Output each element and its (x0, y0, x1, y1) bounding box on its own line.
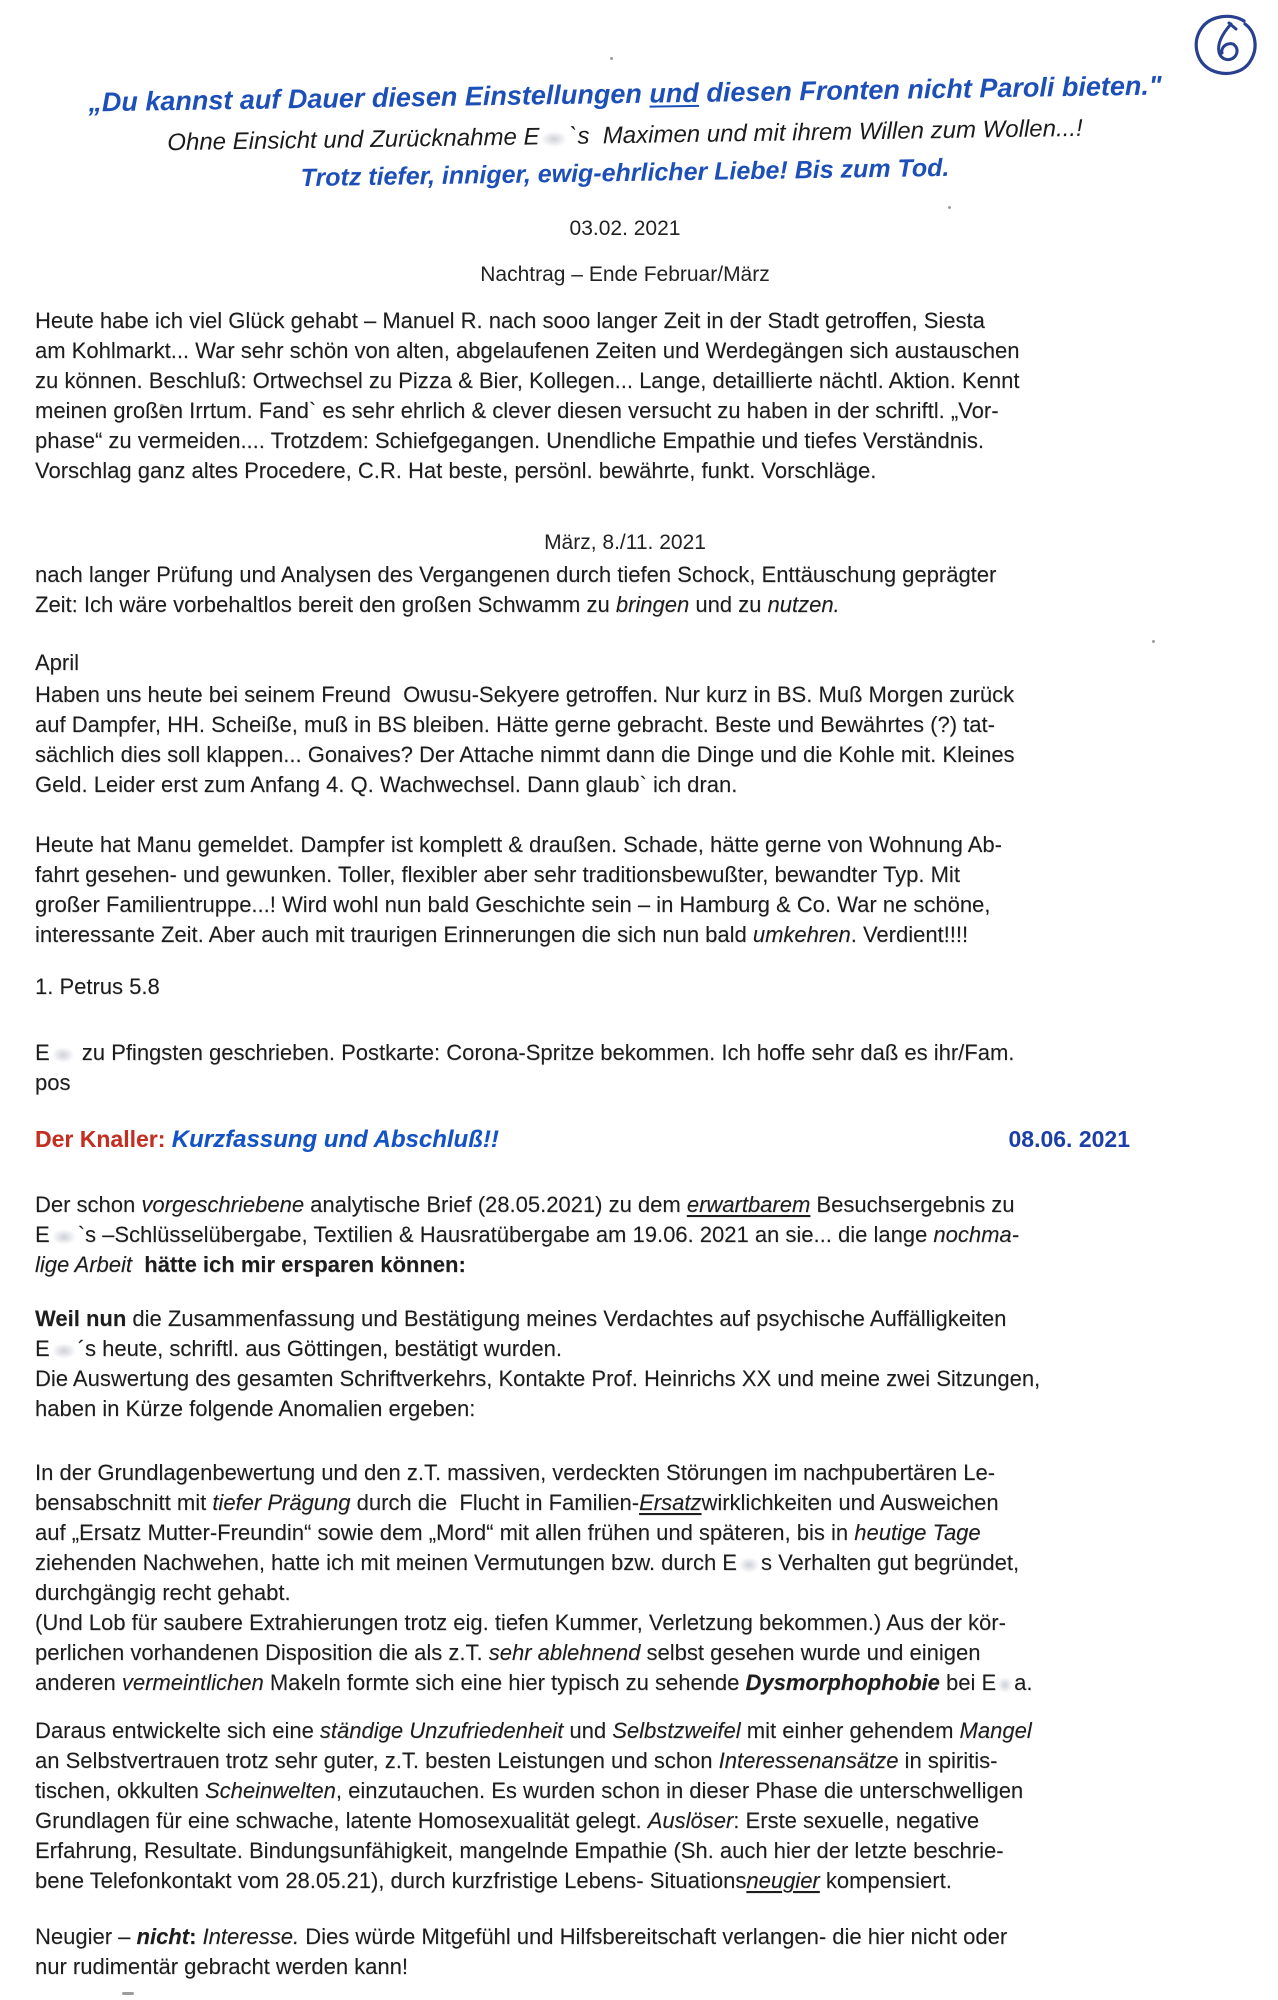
text-line (35, 648, 1215, 678)
text-segment: nicht (136, 1924, 190, 1949)
text-line (35, 972, 1215, 1002)
text-line (35, 1190, 1215, 1220)
text-line (35, 860, 1215, 890)
text-segment: E (35, 1336, 50, 1361)
text-line (35, 1836, 1215, 1866)
text-segment: bensabschnitt mit (35, 1490, 213, 1515)
text-line (35, 710, 1215, 740)
text-segment: , einzutauchen. Es wurden schon in dieser Phase die unterschwelligen (335, 1778, 1024, 1803)
text-segment: ständige Unzufriedenheit (319, 1718, 564, 1743)
text-segment: durchgängig recht gehabt. (35, 1580, 291, 1605)
scan-speckle (610, 57, 613, 60)
text-line (35, 1866, 1215, 1896)
text-line (35, 1668, 1215, 1698)
text-segment: ´s heute, schriftl. aus Göttingen, bestätigt wurden. (77, 1336, 562, 1361)
text-line (35, 920, 1215, 950)
text-segment: kompensiert. (819, 1868, 952, 1893)
text-segment: fahrt gesehen- und gewunken. Toller, flexibler aber sehr traditionsbewußter, bewandter Typ. Mit (35, 862, 960, 887)
text-segment: nur rudimentär gebracht werden kann! (35, 1954, 408, 1979)
text-line (35, 1746, 1215, 1776)
text-segment: Heute hat Manu gemeldet. Dampfer ist komplett & draußen. Schade, hätte gerne von Wohnung Ab- (35, 832, 1002, 857)
para-manu (35, 830, 1215, 950)
text-segment: anderen (35, 1670, 122, 1695)
text-line (35, 1548, 1215, 1578)
text-line (35, 1776, 1215, 1806)
redacted-name (996, 1674, 1014, 1694)
text-segment: Heute habe ich viel Glück gehabt – Manuel R. nach sooo langer Zeit in der Stadt getroffen, Siesta (35, 308, 985, 333)
text-segment: in spiritis- (898, 1748, 998, 1773)
text-segment: ziehenden Nachwehen, hatte ich mit meinen Vermutungen bzw. durch E (35, 1550, 737, 1575)
text-line (35, 456, 1215, 486)
text-segment: Interesse. (202, 1924, 300, 1949)
text-segment: neugier (746, 1868, 820, 1893)
text-segment: sehr ablehnend (488, 1640, 641, 1665)
text-line (35, 1124, 1130, 1154)
text-line (35, 1334, 1215, 1364)
text-segment: die Zusammenfassung und Bestätigung meines Verdachtes auf psychische Auffälligkeiten (126, 1306, 1007, 1331)
text-segment: bei E (939, 1670, 997, 1695)
date-first-entry (35, 214, 1215, 244)
text-segment: durch die Flucht in Familien- (350, 1490, 640, 1515)
text-segment: und (649, 77, 700, 109)
text-segment: Dies würde Mitgefühl und Hilfsbereitschaft verlangen- die hier nicht oder (299, 1924, 1008, 1949)
text-line (35, 740, 1215, 770)
text-segment: Die Auswertung des gesamten Schriftverkehrs, Kontakte Prof. Heinrichs XX und meine zwei Sitzungen, (35, 1366, 1041, 1391)
text-segment: meinen großen Irrtum. Fand` es sehr ehrlich & clever diesen versucht zu haben in der schriftl. „Vor- (35, 398, 999, 423)
text-segment: Scheinwelten (204, 1778, 336, 1803)
text-line (35, 214, 1215, 244)
text-line (35, 366, 1215, 396)
text-line (35, 1518, 1215, 1548)
text-segment: Besuchsergebnis zu (810, 1192, 1015, 1217)
text-segment: : (189, 1924, 203, 1949)
text-line (35, 1250, 1215, 1280)
text-line (35, 1806, 1215, 1836)
redacted-name (50, 1044, 76, 1064)
text-segment: 1. Petrus 5.8 (35, 974, 160, 999)
text-segment: tiefer Prägung (212, 1490, 351, 1515)
text-line (35, 1608, 1215, 1638)
text-line (35, 770, 1215, 800)
text-segment: Nachtrag – Ende Februar/März (480, 263, 770, 286)
redacted-name (50, 1340, 78, 1360)
text-segment: `s –Schlüsselübergabe, Textilien & Hausratübergabe am 19.06. 2021 an sie... die lange (77, 1222, 934, 1247)
redacted-name (50, 1226, 78, 1246)
text-line (35, 1922, 1215, 1952)
text-segment: Auslöser (647, 1808, 734, 1833)
text-segment: Selbstzweifel (612, 1718, 741, 1743)
scan-speckle (948, 206, 951, 209)
text-segment: Weil nun (35, 1306, 127, 1331)
text-segment: vorgeschriebene (141, 1192, 305, 1217)
text-segment: Grundlagen für eine schwache, latente Homosexualität gelegt. (35, 1808, 648, 1833)
para-april (35, 680, 1215, 800)
text-segment: Kurzfassung und Abschluß!! (171, 1126, 499, 1153)
text-segment: `s Maximen und mit ihrem Willen zum Wollen...! (569, 114, 1083, 150)
text-segment: In der Grundlagenbewertung und den z.T. massiven, verdeckten Störungen im nachpubertären Le- (35, 1460, 996, 1485)
text-line (35, 1638, 1215, 1668)
text-line (35, 1578, 1215, 1608)
text-line (35, 1488, 1215, 1518)
text-segment: haben in Kürze folgende Anomalien ergeben: (35, 1396, 476, 1421)
text-segment: s Verhalten gut begründet, (760, 1550, 1020, 1575)
text-line (35, 1068, 1215, 1098)
text-segment: nutzen. (767, 592, 840, 617)
text-segment: selbst gesehen wurde und einigen (640, 1640, 981, 1665)
text-segment: bene Telefonkontakt vom 28.05.21), durch kurzfristige Lebens- Situations (35, 1868, 747, 1893)
text-segment: Makeln formte sich eine hier typisch zu sehende (263, 1670, 746, 1695)
text-segment: pos (35, 1070, 71, 1095)
para-maerz (35, 560, 1215, 620)
text-segment: Interessenansätze (718, 1748, 899, 1773)
text-segment: Neugier – (35, 1924, 137, 1949)
text-segment: . Verdient!!!! (850, 922, 969, 947)
para-neugier (35, 1922, 1215, 1982)
text-segment: März, 8./11. 2021 (544, 531, 706, 554)
text-segment: umkehren (752, 922, 851, 947)
text-segment: „Du kannst auf Dauer diesen Einstellungen (88, 78, 650, 118)
text-segment: nochma- (933, 1222, 1019, 1247)
para-february (35, 306, 1215, 486)
text-line (35, 528, 1215, 558)
text-segment: 03.02. 2021 (569, 217, 681, 240)
text-line (35, 890, 1215, 920)
text-line (35, 426, 1215, 456)
text-segment: phase“ zu vermeiden.... Trotzdem: Schiefgegangen. Unendliche Empathie und tiefes Verständnis. (35, 428, 985, 453)
text-segment: perlichen vorhandenen Disposition die als z.T. (35, 1640, 489, 1665)
text-line (35, 830, 1215, 860)
text-segment: lige Arbeit (35, 1252, 133, 1277)
text-segment: Vorschlag ganz altes Procedere, C.R. Hat beste, persönl. bewährte, funkt. Vorschläge. (35, 458, 877, 483)
text-segment: zu können. Beschluß: Ortwechsel zu Pizza & Bier, Kollegen... Lange, detaillierte nächtl. Aktion. Kennt (35, 368, 1020, 393)
text-segment: Ohne Einsicht und Zurücknahme E (167, 123, 540, 157)
text-segment: a. (1014, 1670, 1033, 1695)
text-line (35, 306, 1215, 336)
redacted-name (737, 1554, 761, 1574)
text-segment: Der schon (35, 1192, 142, 1217)
text-line (35, 560, 1215, 590)
text-segment: Haben uns heute bei seinem Freund Owusu-Sekyere getroffen. Nur kurz in BS. Muß Morgen zurück (35, 682, 1015, 707)
text-segment: April (35, 650, 80, 675)
text-segment: Mangel (959, 1718, 1032, 1743)
para-daraus (35, 1716, 1215, 1896)
text-segment: Geld. Leider erst zum Anfang 4. Q. Wachwechsel. Dann glaub` ich dran. (35, 772, 738, 797)
text-segment: sächlich dies soll klappen... Gonaives? Der Attache nimmt dann die Dinge und die Kohle mit. Kleines (35, 742, 1015, 767)
text-segment: nach langer Prüfung und Analysen des Vergangenen durch tiefen Schock, Enttäuschung geprägter (35, 562, 997, 587)
text-segment: Trotz tiefer, inniger, ewig-ehrlicher Liebe! Bis zum Tod. (300, 153, 950, 193)
text-segment: E (35, 1040, 50, 1065)
text-line (35, 1220, 1215, 1250)
para-brief (35, 1190, 1215, 1280)
maerz-line (35, 528, 1215, 558)
text-segment: : Erste sexuelle, negative (733, 1808, 980, 1833)
nachtrag-line (35, 260, 1215, 290)
text-segment: an Selbstvertrauen trotz sehr guter, z.T. besten Leistungen und schon (35, 1748, 719, 1773)
text-segment: erwartbarem (686, 1192, 811, 1217)
text-line (35, 1458, 1215, 1488)
text-line (35, 1364, 1215, 1394)
text-line (35, 680, 1215, 710)
text-line (35, 1038, 1215, 1068)
text-segment: hätte ich mir ersparen können: (144, 1252, 466, 1277)
scan-speckle (122, 1992, 134, 1995)
petrus-line (35, 972, 1215, 1002)
text-segment: Dysmorphophobie (745, 1670, 940, 1695)
text-segment: heutige Tage (854, 1520, 981, 1545)
text-segment: (Und Lob für saubere Extrahierungen trotz eig. tiefen Kummer, Verletzung bekommen.) Aus der kör- (35, 1610, 1006, 1635)
text-segment: analytische Brief (28.05.2021) zu dem (304, 1192, 687, 1217)
knaller-date (35, 1124, 1215, 1154)
text-segment: Der Knaller: (35, 1126, 166, 1152)
text-line (35, 336, 1215, 366)
text-line (35, 590, 1215, 620)
text-segment: E (35, 1222, 50, 1247)
text-segment: diesen Fronten nicht Paroli bieten." (698, 70, 1162, 108)
april-line (35, 648, 1215, 678)
text-segment: 08.06. 2021 (1008, 1126, 1130, 1152)
text-line (35, 260, 1215, 290)
text-segment: am Kohlmarkt... War sehr schön von alten, abgelaufenen Zeiten und Werdegängen sich austauschen (35, 338, 1020, 363)
text-segment: tischen, okkulten (35, 1778, 205, 1803)
text-segment: wirklichkeiten und Ausweichen (701, 1490, 999, 1515)
text-segment: Zeit: Ich wäre vorbehaltlos bereit den großen Schwamm zu (35, 592, 616, 617)
text-segment: mit einher gehendem (740, 1718, 960, 1743)
redacted-name (539, 128, 569, 148)
scan-speckle (1152, 640, 1155, 643)
para-pfingsten (35, 1038, 1215, 1098)
text-segment: Daraus entwickelte sich eine (35, 1718, 320, 1743)
text-line (35, 1716, 1215, 1746)
text-segment: auf Dampfer, HH. Scheiße, muß in BS bleiben. Hätte gerne gebracht. Beste und Bewährtes (?) tat- (35, 712, 995, 737)
text-segment (132, 1252, 144, 1277)
text-line (35, 1952, 1215, 1982)
text-segment: großer Familientruppe...! Wird wohl nun bald Geschichte sein – in Hamburg & Co. War ne schöne, (35, 892, 991, 917)
text-segment: zu Pfingsten geschrieben. Postkarte: Corona-Spritze bekommen. Ich hoffe sehr daß es ihr/Fam. (75, 1040, 1015, 1065)
text-segment: bringen (615, 592, 690, 617)
text-segment: und (563, 1718, 613, 1743)
text-segment: Ersatz (639, 1490, 702, 1515)
text-line (35, 1304, 1215, 1334)
text-segment: Erfahrung, Resultate. Bindungsunfähigkeit, mangelnde Empathie (Sh. auch hier der letzte beschrie- (35, 1838, 1004, 1863)
text-segment: auf „Ersatz Mutter-Freundin“ sowie dem „Mord“ mit allen frühen und späteren, bis in (35, 1520, 855, 1545)
text-line (35, 1394, 1215, 1424)
text-segment: vermeintlichen (121, 1670, 264, 1695)
text-segment: interessante Zeit. Aber auch mit traurigen Erinnerungen die sich nun bald (35, 922, 753, 947)
para-weil (35, 1304, 1215, 1424)
text-line (35, 396, 1215, 426)
para-grundlagen (35, 1458, 1215, 1698)
text-segment: und zu (689, 592, 768, 617)
